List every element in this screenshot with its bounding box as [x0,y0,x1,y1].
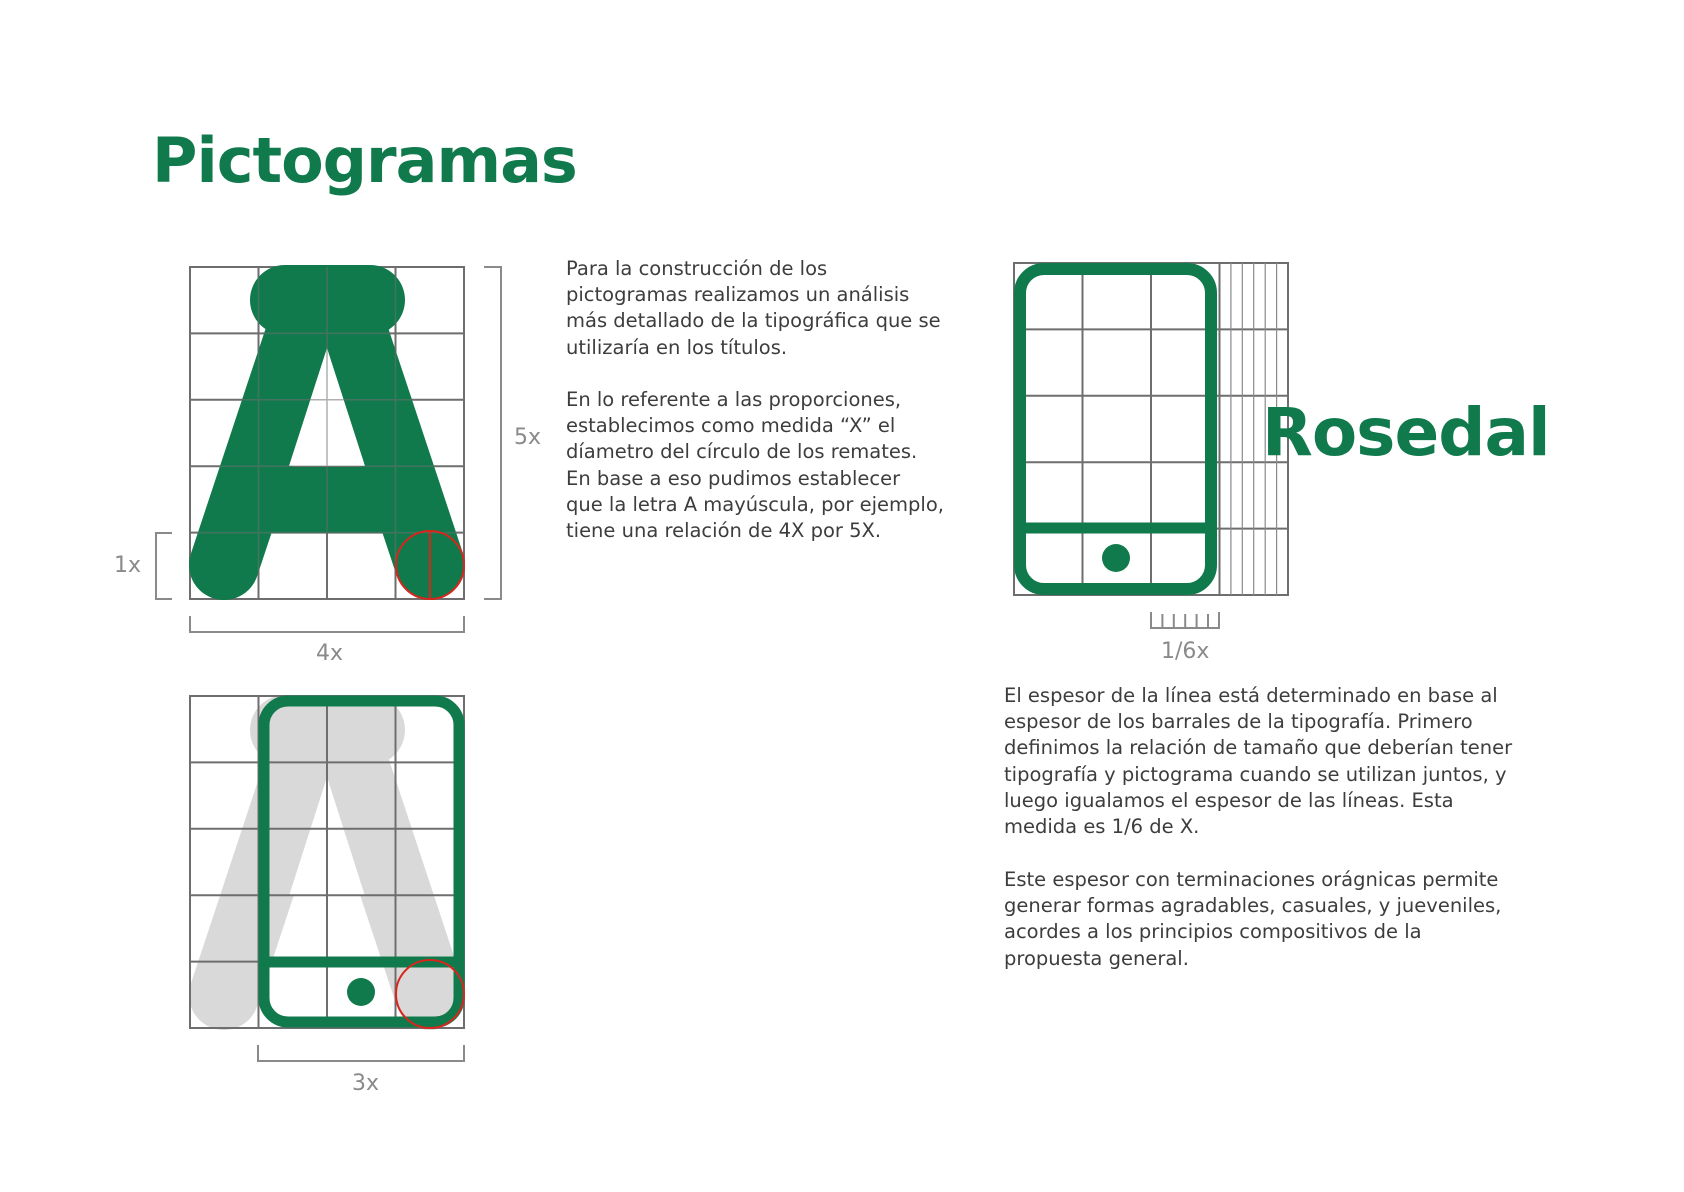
stroke-paragraph-1: El espesor de la línea está determinado en base al espesor de los barrales de la tipografía. Primero definimos la relación de tamaño que deberían tener tipografía y pictograma cuando se utilizan juntos, y luego igualamos el espesor de las líneas. Esta medida es 1/6 de X. [1004,684,1513,839]
stroke-tick-marks [1151,612,1219,628]
stroke-label: 1/6x [1161,639,1210,664]
stroke-grid [1014,263,1288,595]
brand-wordmark: Rosedal [1262,394,1550,471]
stroke-paragraph-2: Este espesor con terminaciones orágnicas permite generar formas agradables, casuales, y jueveniles, acordes a los principios compositivos de la propuesta general. [1004,868,1502,970]
intro-paragraph-1: Para la construcción de los pictogramas realizamos un análisis más detallado de la tipográfica que se utilizaría en los títulos. [566,257,941,359]
intro-paragraph-2: En lo referente a las proporciones, establecimos como medida “X” el díametro del círculo de los remates. En base a eso pudimos establecer que la letra A mayúscula, por ejemplo, tiene una relación de 4X por 5X. [566,388,944,543]
page-title: Pictogramas [152,124,577,197]
smartphone-icon-large [1020,269,1211,589]
height-label: 5x [514,425,542,450]
module-label: 1x [114,553,142,578]
icon-width-label: 3x [352,1071,380,1096]
width-label: 4x [316,641,344,666]
